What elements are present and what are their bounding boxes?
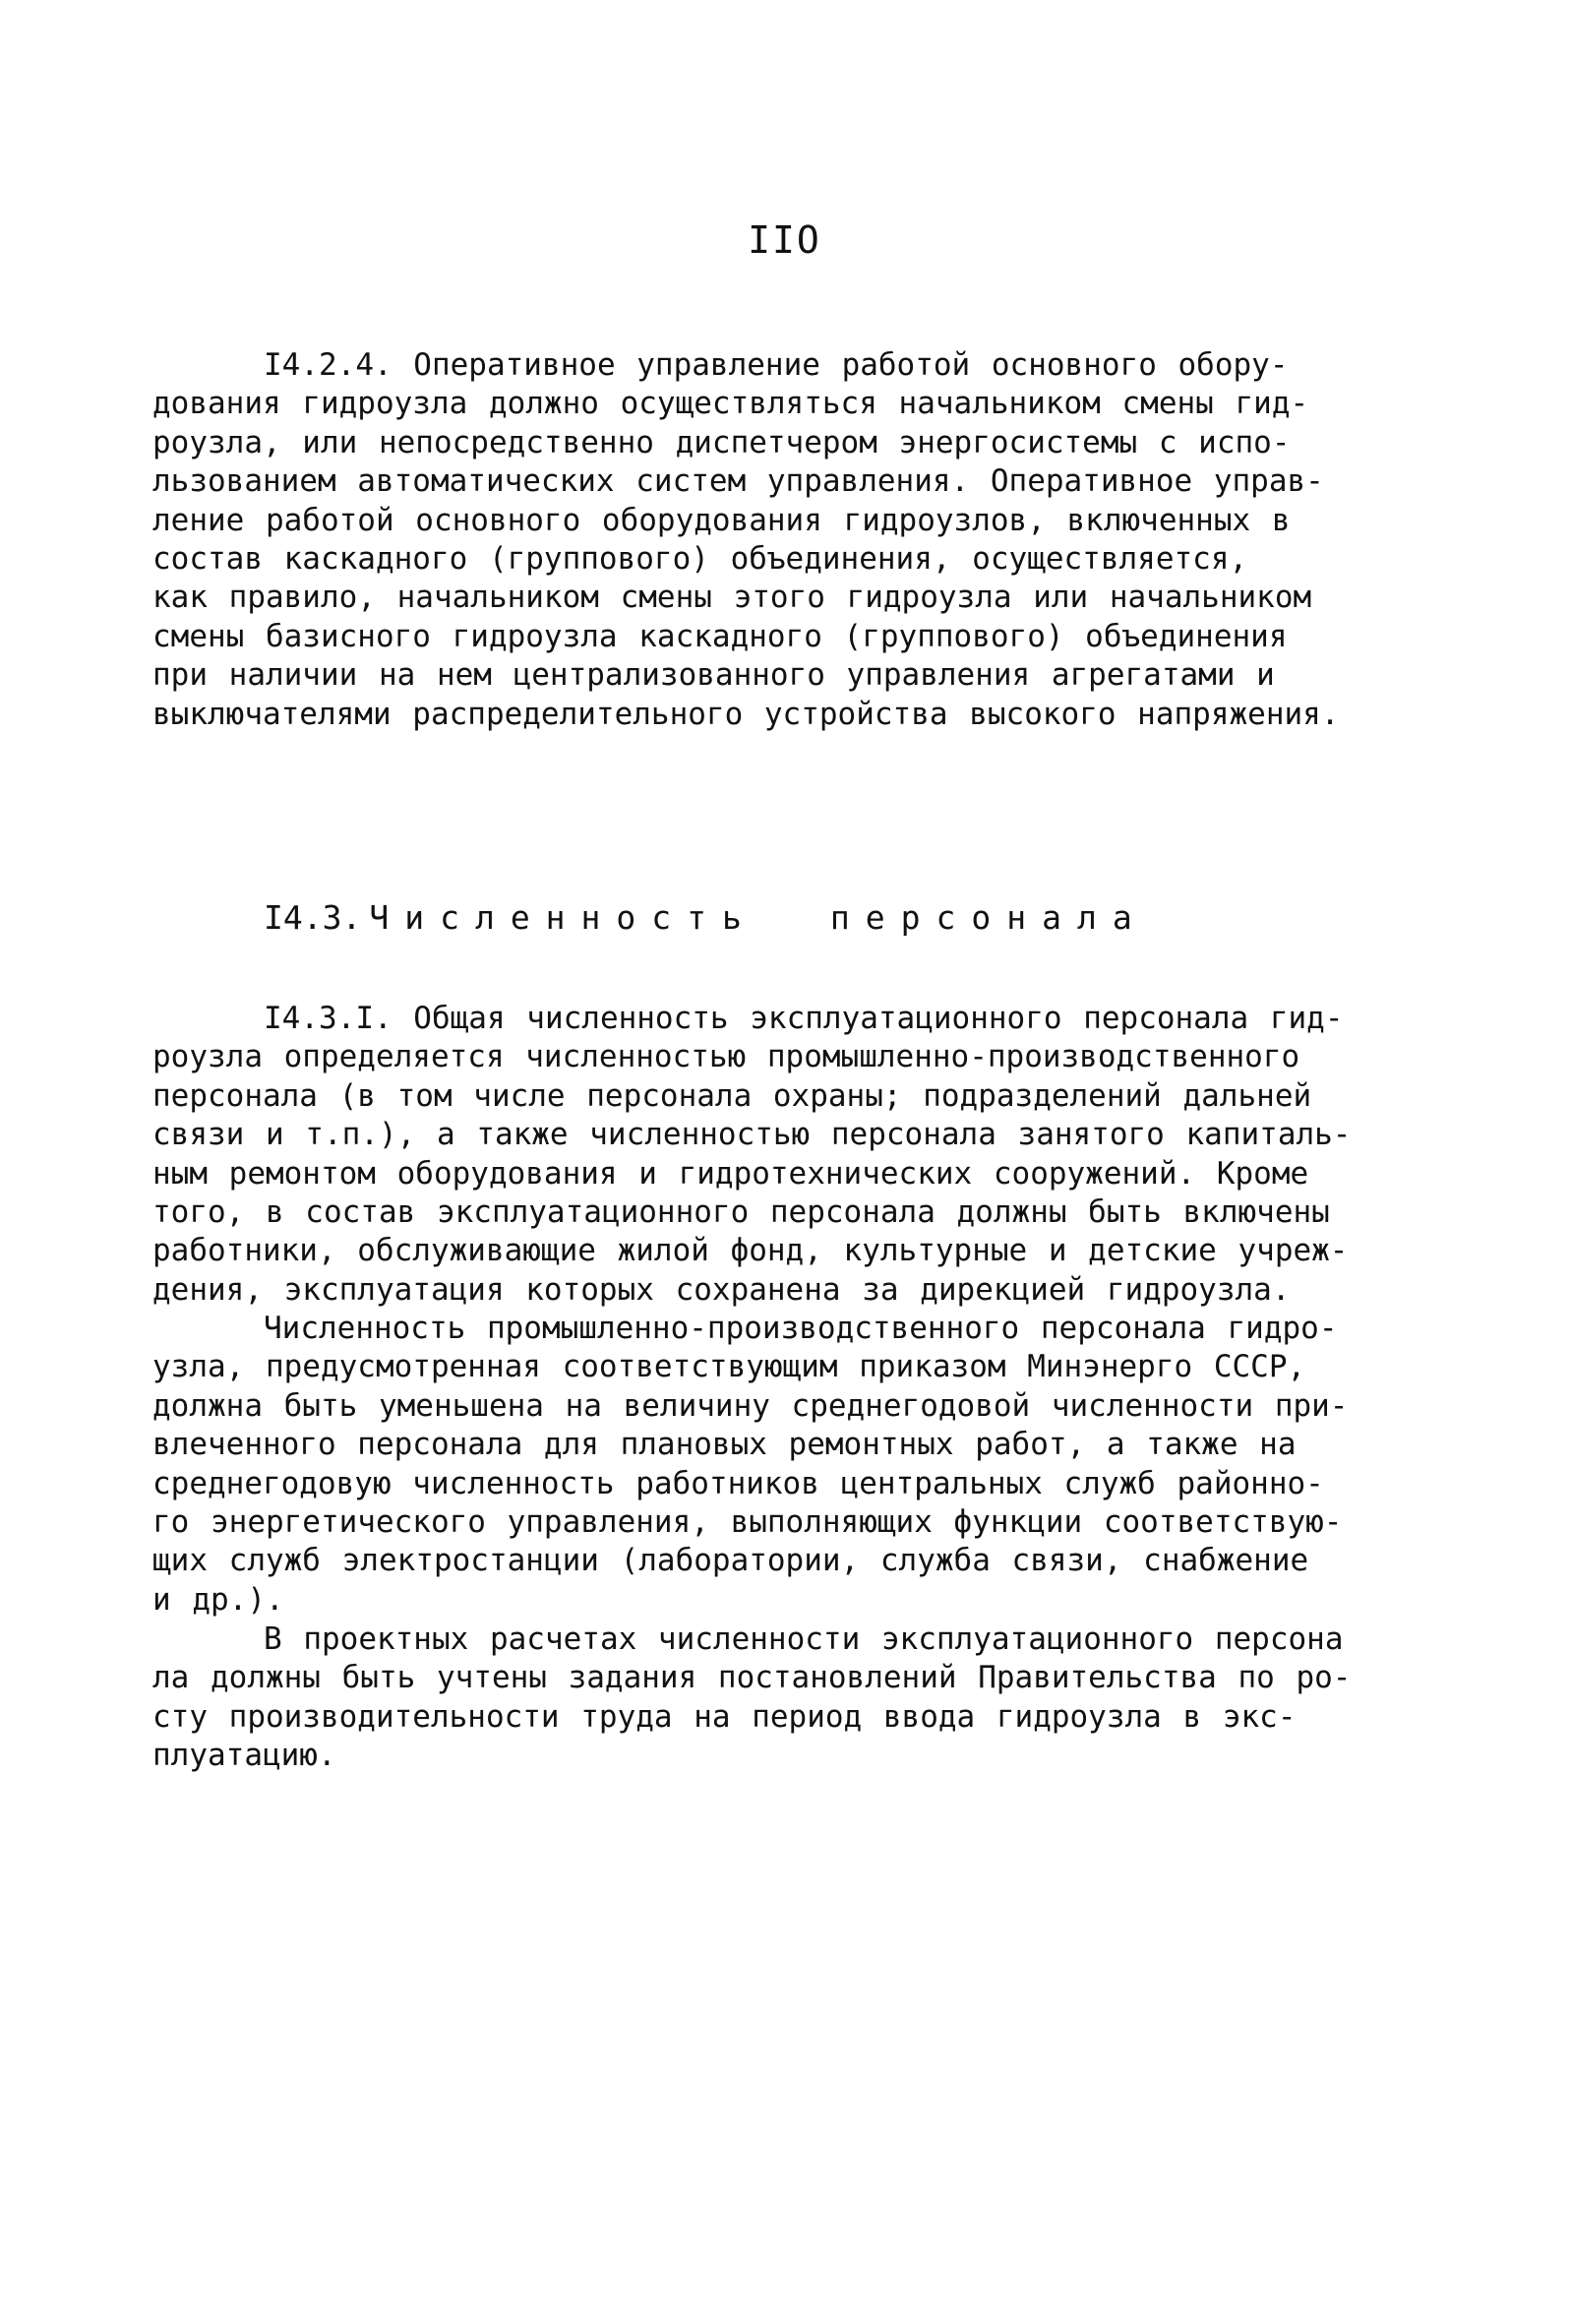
section-title-word: Численность: [369, 898, 757, 937]
paragraph-line: I4.3.I. Общая численность эксплуатационного персонала гид-: [264, 1001, 1344, 1036]
paragraph-14-3-1: [152, 1000, 1461, 1310]
paragraph-line: I4.2.4. Оперативное управление работой основного обору-: [264, 347, 1289, 383]
paragraph-line: и др.).: [152, 1581, 284, 1618]
paragraph-line: В проектных расчетах численности эксплуатационного персона: [264, 1621, 1344, 1657]
paragraph-line: того, в состав эксплуатационного персонала должны быть включены: [152, 1194, 1330, 1231]
section-title-word: персонала: [829, 898, 1148, 937]
paragraph-line: состав каскадного (группового) объединения, осуществляется,: [152, 541, 1248, 578]
page-number: IIO: [748, 218, 821, 262]
paragraph-14-2-4: [152, 346, 1461, 734]
paragraph-line: при наличии на нем централизованного управления агрегатами и: [152, 657, 1275, 694]
paragraph-line: дования гидроузла должно осуществляться начальником смены гид-: [152, 386, 1309, 422]
paragraph-line: дения, эксплуатация которых сохранена за дирекцией гидроузла.: [152, 1271, 1291, 1308]
paragraph-line: влеченного персонала для плановых ремонтных работ, а также на: [152, 1427, 1297, 1463]
paragraph-line: узла, предусмотренная соответствующим приказом Минэнерго СССР,: [152, 1349, 1306, 1385]
paragraph-line: как правило, начальником смены этого гидроузла или начальником: [152, 580, 1312, 616]
section-number: I4.3.: [264, 898, 362, 937]
paragraph-line: роузла определяется численностью промышленно-производственного: [152, 1039, 1300, 1075]
paragraph-line: сту производительности труда на период ввода гидроузла в экс-: [152, 1698, 1297, 1735]
paragraph-line: работники, обслуживающие жилой фонд, культурные и детские учреж-: [152, 1233, 1349, 1269]
paragraph-line: роузла, или непосредственно диспетчером энергосистемы с испо-: [152, 424, 1291, 460]
paragraph-line: выключателями распределительного устройства высокого напряжения.: [152, 696, 1340, 732]
paragraph-line: го энергетического управления, выполняющих функции соответствую-: [152, 1504, 1343, 1541]
paragraph-line: Численность промышленно-производственного персонала гидро-: [264, 1311, 1338, 1346]
section-heading-14-3: [264, 898, 1148, 937]
paragraph-line: среднегодовую численность работников центральных служб районно-: [152, 1465, 1324, 1501]
paragraph-line: ным ремонтом оборудования и гидротехнических сооружений. Кроме: [152, 1155, 1309, 1192]
paragraph-line: персонала (в том числе персонала охраны; подразделений дальней: [152, 1077, 1312, 1114]
paragraph-line: связи и т.п.), а также численностью персонала занятого капиталь-: [152, 1117, 1352, 1153]
paragraph-line: ла должны быть учтены задания постановлений Правительства по ро-: [152, 1660, 1352, 1696]
paragraph-line: должна быть уменьшена на величину среднегодовой численности при-: [152, 1387, 1349, 1424]
paragraph-staff-reduction: [152, 1310, 1461, 1620]
paragraph-line: смены базисного гидроузла каскадного (группового) объединения: [152, 618, 1288, 654]
paragraph-line: ление работой основного оборудования гидроузлов, включенных в: [152, 502, 1291, 538]
paragraph-line: льзованием автоматических систем управления. Оперативное управ-: [152, 463, 1324, 500]
paragraph-project-calculations: [152, 1621, 1461, 1776]
paragraph-line: плуатацию.: [152, 1738, 336, 1774]
paragraph-line: щих служб электростанции (лаборатории, служба связи, снабжение: [152, 1543, 1309, 1579]
